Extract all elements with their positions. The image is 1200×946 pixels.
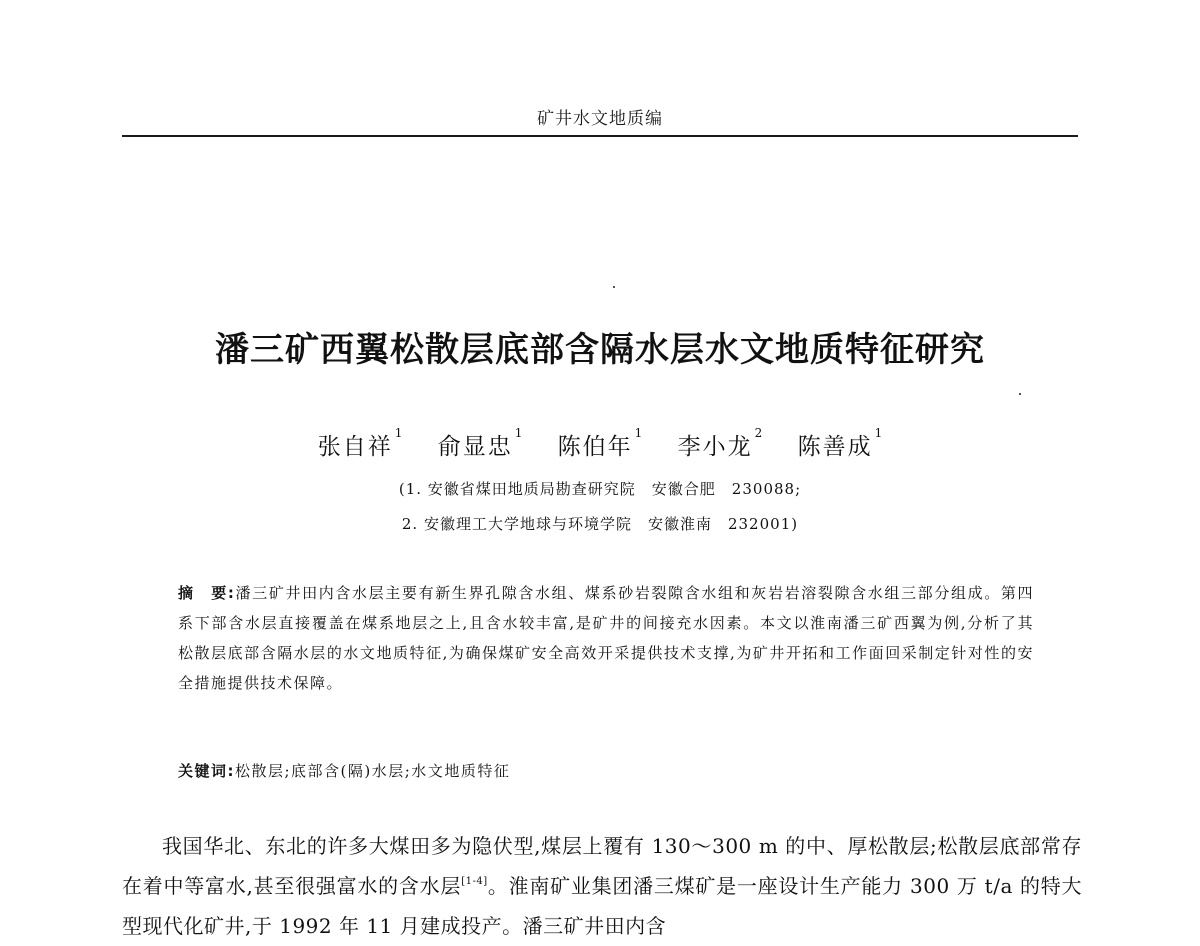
affiliation-mark: 2 [754, 426, 763, 440]
affiliation-mark: 1 [394, 426, 403, 440]
keywords-text: 松散层;底部含(隔)水层;水文地质特征 [235, 762, 511, 780]
affiliation-line: (1. 安徽省煤田地质局勘查研究院 安徽合肥 230088; [398, 480, 802, 498]
author [797, 426, 883, 460]
header-rule [122, 135, 1078, 137]
author-name: 陈伯年 [557, 434, 633, 460]
abstract [178, 578, 1034, 698]
body-text-part: 我国华北、东北的许多大煤田多为隐伏型,煤层上覆有 130～300 m 的中、厚松散层;松散层底部常存在着中等富水,甚至很强富水的含水层 [122, 834, 1082, 898]
keywords-label: 关键词: [178, 762, 235, 780]
author [677, 426, 763, 460]
body-text-part: 。淮南矿业集团潘三煤矿是一座设计生产能力 300 万 t/a 的特大型现代化矿井,于 1992 年 11 月建成投产。潘三矿井田内含 [122, 874, 1083, 938]
author [317, 426, 403, 460]
paper-title: 潘三矿西翼松散层底部含隔水层水文地质特征研究 [215, 330, 985, 370]
author [437, 426, 523, 460]
abstract-label: 摘 要: [178, 584, 236, 602]
author-name: 张自祥 [317, 434, 393, 460]
body-paragraph [122, 826, 1082, 946]
abstract-text: 潘三矿井田内含水层主要有新生界孔隙含水组、煤系砂岩裂隙含水组和灰岩岩溶裂隙含水组三部分组成。第四系下部含水层直接覆盖在煤系地层之上,且含水较丰富,是矿井的间接充水因素。本文以淮南潘三矿西翼为例,分析了其松散层底部含隔水层的水文地质特征,为确保煤矿安全高效开采提供技术支撑,为矿井开拓和工作面回采制定针对性的安全措施提供技术保障。 [178, 584, 1035, 692]
affiliation-mark: 1 [634, 426, 643, 440]
affiliation-mark: 1 [514, 426, 523, 440]
author-name: 李小龙 [677, 434, 753, 460]
author [557, 426, 643, 460]
scan-speck [1019, 393, 1021, 395]
scan-speck [613, 286, 615, 288]
citation: [1-4] [461, 876, 488, 887]
author-name: 俞显忠 [437, 434, 513, 460]
affiliation-line: 2. 安徽理工大学地球与环境学院 安徽淮南 232001) [401, 515, 799, 533]
author-name: 陈善成 [797, 434, 873, 460]
running-header: 矿井水文地质编 [537, 109, 663, 129]
author-list [0, 428, 1200, 461]
affiliation-mark: 1 [874, 426, 883, 440]
keywords [178, 760, 1034, 781]
